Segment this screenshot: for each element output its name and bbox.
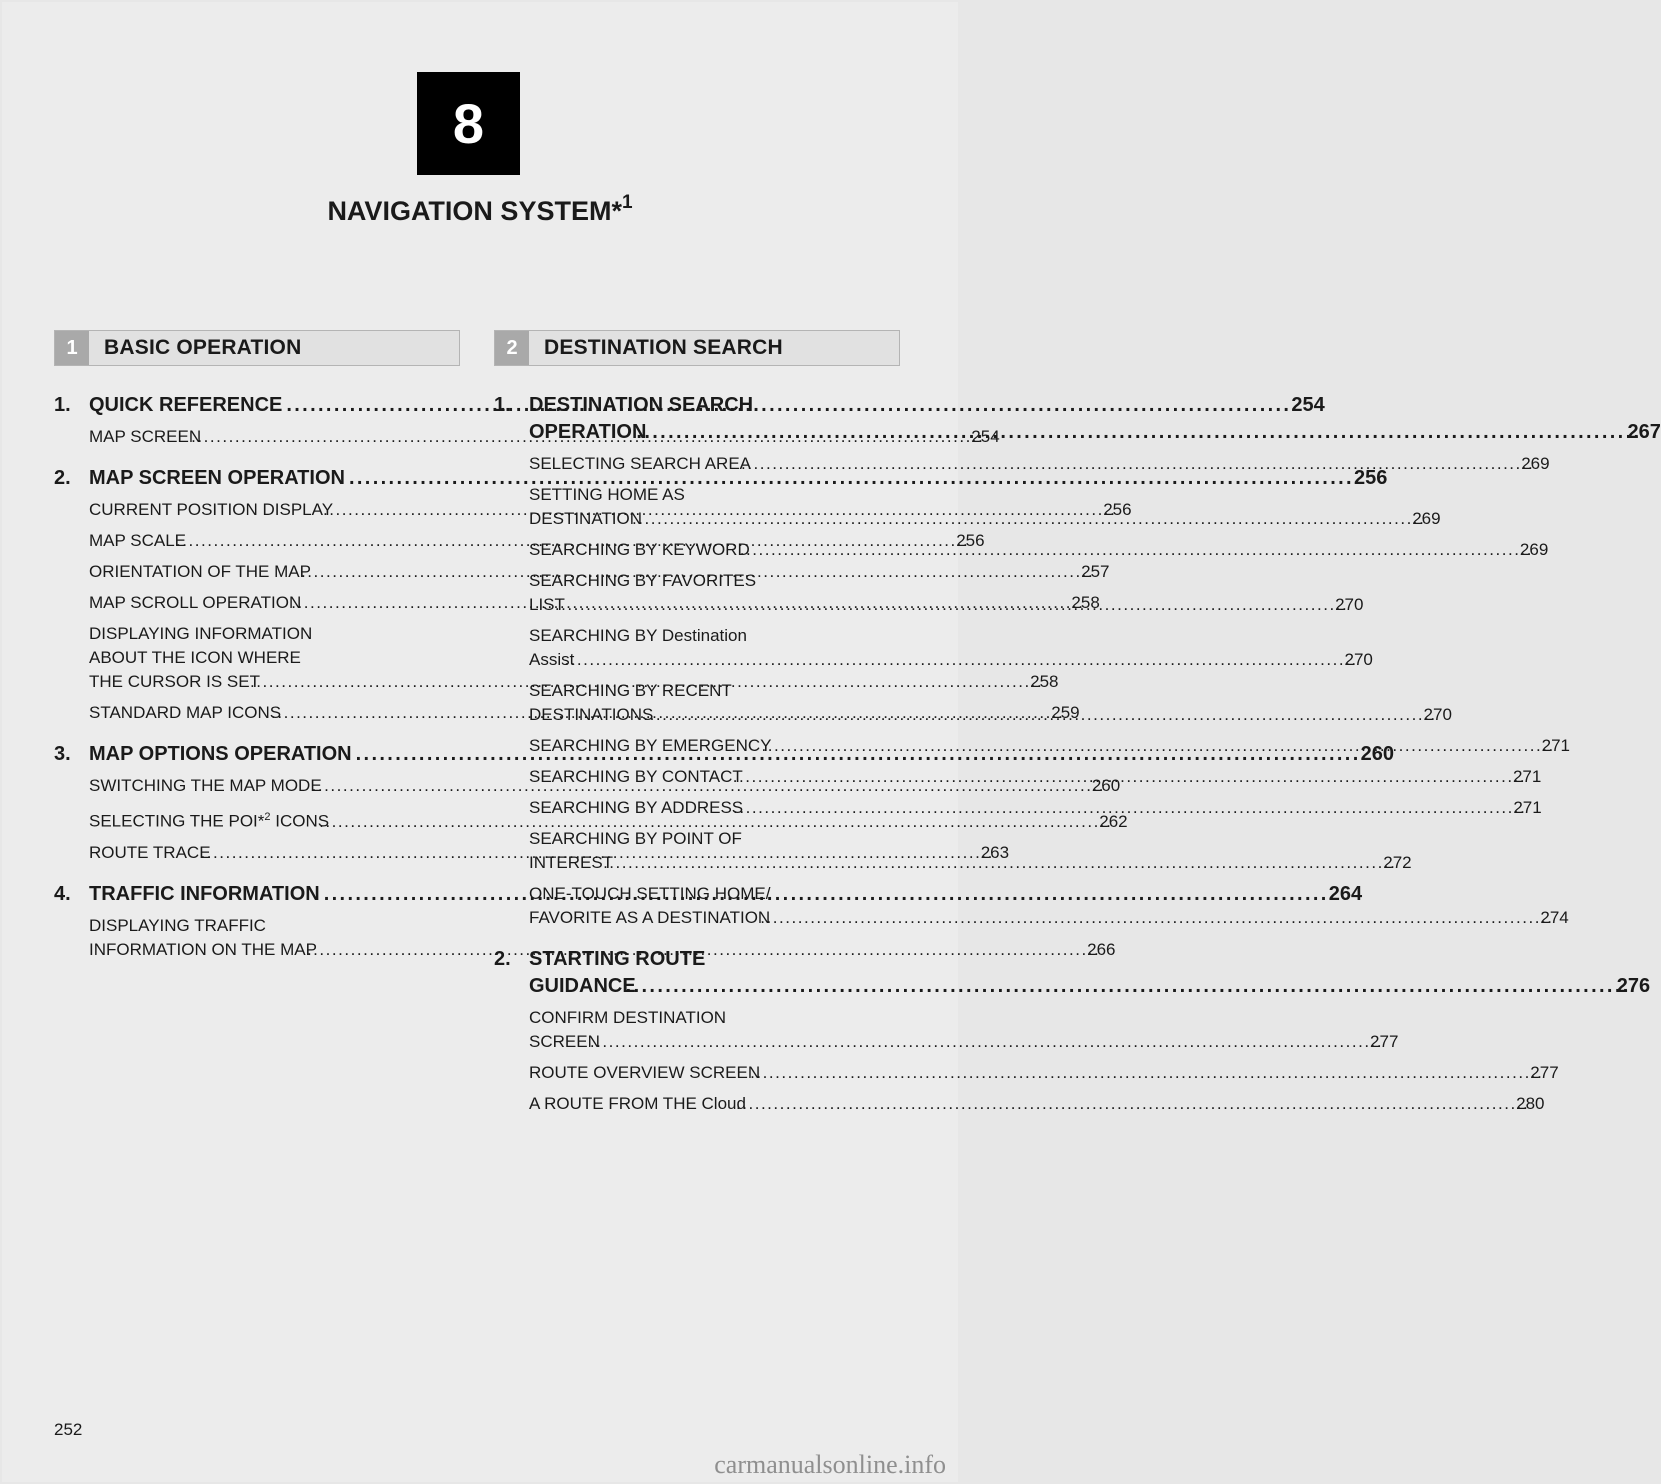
sub-line: SETTING HOME AS	[529, 485, 685, 504]
page-ref: 277	[1530, 1063, 1559, 1082]
entry-text: SCREEN	[529, 1032, 600, 1051]
entry-text: DESTINATIONS	[529, 705, 654, 724]
entry-text: DESTINATION	[529, 509, 643, 528]
leader-line	[529, 1092, 1545, 1116]
leader-line	[529, 648, 1373, 672]
page-ref: 260	[1091, 776, 1121, 795]
dot-leader	[569, 593, 1345, 617]
label-line: STARTING ROUTE	[529, 948, 706, 970]
sub-line: SEARCHING BY RECENT	[529, 681, 732, 700]
entry-number: 3.	[54, 743, 71, 765]
page-ref: 259	[1051, 703, 1080, 722]
entry-number: 1.	[494, 394, 511, 416]
chapter-title	[0, 194, 960, 227]
page-ref: 277	[1370, 1032, 1399, 1051]
leader-line	[529, 419, 1661, 446]
toc-subentry	[529, 796, 1542, 820]
dot-leader	[650, 419, 1637, 446]
sub-line: SEARCHING BY POINT OF	[529, 829, 742, 848]
entry-text: SWITCHING THE MAP MODE	[89, 776, 322, 795]
entry-text: ORIENTATION OF THE MAP	[89, 562, 311, 581]
entry-number: 1.	[54, 394, 71, 416]
chapter-number: 8	[452, 92, 485, 155]
page-ref: 260	[1360, 743, 1395, 765]
leader-line	[529, 796, 1542, 820]
dot-leader	[578, 648, 1354, 672]
page-ref: 256	[1103, 500, 1132, 519]
page-ref: 276	[1616, 975, 1651, 997]
page-ref: 263	[980, 842, 1010, 862]
dot-leader	[754, 538, 1530, 562]
sub-line: DISPLAYING TRAFFIC	[89, 915, 266, 935]
entry-label	[529, 946, 1650, 1000]
entry-text: MAP SCALE	[89, 531, 187, 550]
entry-text: Assist	[529, 650, 575, 669]
entry-text: SEARCHING BY KEYWORD	[529, 540, 750, 559]
entry-text: MAP SCREEN	[89, 427, 202, 446]
page-ref: 270	[1423, 705, 1452, 724]
entry-text: CURRENT POSITION DISPLAY	[89, 500, 334, 519]
page-ref: 269	[1521, 454, 1550, 473]
page-ref: 270	[1344, 650, 1373, 669]
chapter-number-box	[417, 72, 520, 175]
entry-text: MAP SCREEN OPERATION	[89, 467, 345, 489]
footnote-marker: 2	[264, 811, 271, 823]
page-ref: 274	[1540, 908, 1569, 927]
leader-line	[529, 452, 1550, 476]
page-ref: 269	[1519, 540, 1549, 559]
page-ref: 258	[1030, 672, 1059, 691]
entry-text: TRAFFIC INFORMATION	[89, 882, 320, 905]
entry-text: ROUTE OVERVIEW SCREEN	[529, 1063, 761, 1082]
dot-leader	[775, 734, 1551, 758]
entry-text: INTEREST	[529, 853, 614, 872]
entry-text: LIST	[529, 595, 565, 614]
entry-text: SELECTING SEARCH AREA	[529, 454, 752, 473]
toc-subentries	[494, 1006, 1559, 1116]
entry-label	[529, 392, 1661, 446]
toc-subentry	[529, 624, 1373, 672]
leader-line	[529, 1030, 1399, 1054]
entry-text: QUICK REFERENCE	[89, 394, 283, 416]
dot-leader	[657, 703, 1433, 727]
page-ref: 256	[1354, 467, 1388, 489]
sub-line: SEARCHING BY Destination	[529, 626, 747, 645]
entry-number: 4.	[54, 882, 71, 905]
entry-number: 2.	[494, 948, 511, 970]
leader-line	[529, 906, 1569, 930]
chapter-title-text: NAVIGATION SYSTEM*	[327, 196, 622, 226]
dot-leader	[774, 906, 1550, 930]
entry-text: A ROUTE FROM THE Cloud	[529, 1094, 746, 1113]
chapter-title-footnote: 1	[621, 192, 633, 213]
dot-leader	[755, 452, 1531, 476]
toc-subentry	[529, 1061, 1559, 1085]
page-ref: 271	[1512, 767, 1542, 786]
dot-leader	[640, 973, 1627, 1000]
sub-line: ABOUT THE ICON WHERE	[89, 648, 301, 667]
dot-leader	[747, 765, 1523, 789]
page-ref: 254	[1291, 394, 1325, 416]
sub-line: DISPLAYING INFORMATION	[89, 624, 313, 643]
page-ref: 264	[1328, 882, 1363, 905]
dot-leader	[750, 1092, 1526, 1116]
page-ref: 280	[1516, 1094, 1545, 1113]
entry-text: SEARCHING BY CONTACT	[529, 767, 743, 786]
page-ref: 256	[956, 531, 985, 550]
entry-text: SEARCHING BY ADDRESS	[529, 798, 744, 817]
section-number: 2	[495, 331, 529, 365]
page-ref: 254	[971, 427, 1000, 446]
page-ref: 257	[1081, 562, 1110, 581]
page-ref: 269	[1412, 509, 1441, 528]
sub-line: SEARCHING BY FAVORITES	[529, 571, 757, 590]
page-ref: 267	[1627, 421, 1661, 443]
label-line: DESTINATION SEARCH	[529, 394, 754, 416]
entry-text: SEARCHING BY EMERGENCY	[529, 736, 772, 755]
sub-line: CONFIRM DESTINATION	[529, 1008, 727, 1027]
entry-text: STANDARD MAP ICONS	[89, 703, 282, 722]
entry-number: 2.	[54, 467, 71, 489]
dot-leader	[764, 1061, 1540, 1085]
dot-leader	[617, 851, 1393, 875]
entry-text: MAP OPTIONS OPERATION	[89, 743, 352, 765]
page-ref: 266	[1087, 939, 1116, 959]
leader-line	[529, 1061, 1559, 1085]
toc-main-heading	[54, 465, 1388, 492]
toc-subentry	[529, 1006, 1399, 1054]
page-ref: 272	[1383, 853, 1412, 872]
section-title: BASIC OPERATION	[104, 336, 302, 359]
section-number: 1	[55, 331, 89, 365]
page-ref: 271	[1541, 736, 1571, 755]
entry-text: THE CURSOR IS SET	[89, 672, 260, 691]
entry-text: OPERATION	[529, 421, 647, 443]
entry-text: ROUTE TRACE	[89, 842, 211, 862]
entry-text: MAP SCROLL OPERATION	[89, 593, 302, 612]
entry-text: INFORMATION ON THE MAP	[89, 939, 317, 959]
section-header-basic-operation	[54, 330, 460, 366]
entry-text: FAVORITE AS A DESTINATION	[529, 908, 771, 927]
watermark: carmanualsonline.info	[714, 1450, 946, 1479]
page-ref: 270	[1335, 595, 1364, 614]
page-ref: 271	[1513, 798, 1542, 817]
entry-text: SELECTING THE POI*$^2$ ICONS	[89, 811, 330, 831]
page-ref: 258	[1071, 593, 1100, 612]
dot-leader	[604, 1030, 1380, 1054]
toc-subentry	[529, 452, 1550, 476]
entry-text: GUIDANCE	[529, 975, 636, 997]
section-title: DESTINATION SEARCH	[544, 336, 783, 359]
sub-line: ONE-TOUCH SETTING HOME/	[529, 884, 771, 903]
leader-line	[529, 973, 1651, 1000]
toc-subentry	[529, 1092, 1545, 1116]
dot-leader	[646, 507, 1422, 531]
section-header-destination-search	[494, 330, 900, 366]
dot-leader	[747, 796, 1523, 820]
page-number: 252	[54, 1420, 83, 1439]
page-ref: 262	[1099, 811, 1128, 831]
